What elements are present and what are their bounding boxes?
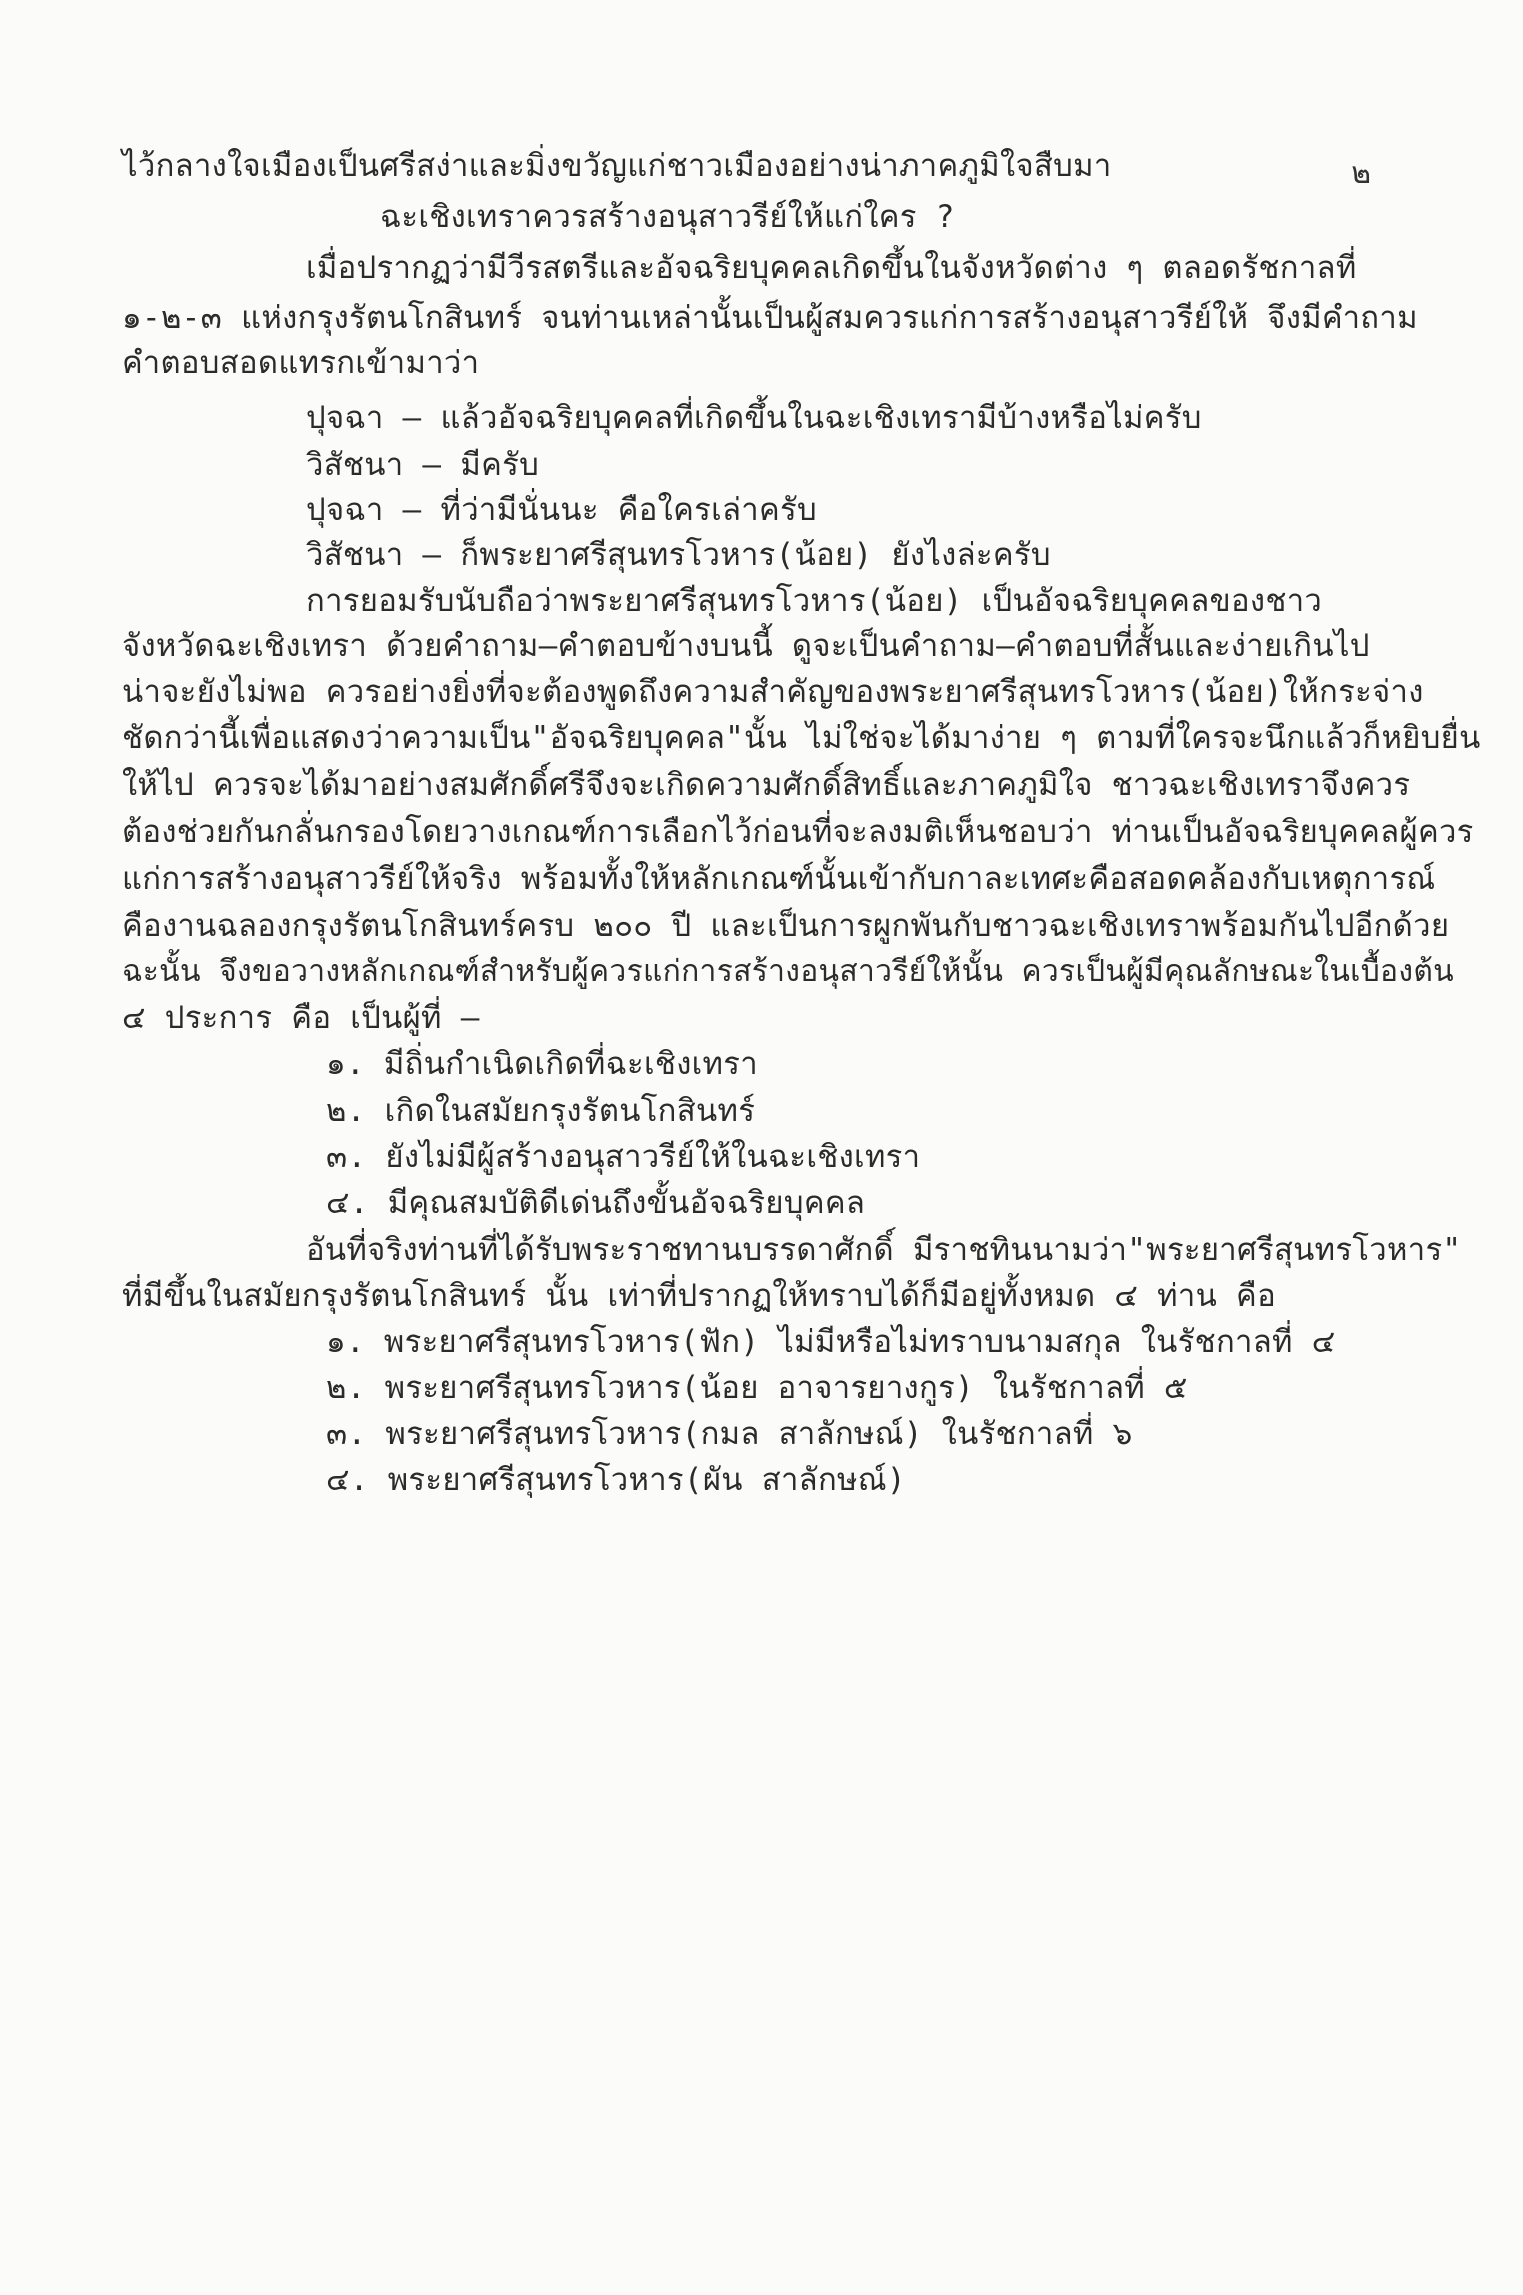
text-line: ๔ ประการ คือ เป็นผู้ที่ – (122, 1000, 480, 1036)
section-heading: ฉะเชิงเทราควรสร้างอนุสาวรีย์ให้แก่ใคร ? (380, 199, 955, 235)
text-line: ฉะนั้น จึงขอวางหลักเกณฑ์สำหรับผู้ควรแก่การสร้างอนุสาวรีย์ให้นั้น ควรเป็นผู้มีคุณลักษณะในเบื้องต้น (122, 954, 1454, 989)
list-item: ๔. พระยาศรีสุนทรโวหาร(ผัน สาลักษณ์) (326, 1462, 906, 1498)
list-item: ๓. พระยาศรีสุนทรโวหาร(กมล สาลักษณ์) ในรัชกาลที่ ๖ (326, 1416, 1133, 1452)
text-line: ต้องช่วยกันกลั่นกรองโดยวางเกณฑ์การเลือกไว้ก่อนที่จะลงมติเห็นชอบว่า ท่านเป็นอัจฉริยบุคคลผู้ควร (122, 814, 1474, 850)
text-line: คืองานฉลองกรุงรัตนโกสินทร์ครบ ๒๐๐ ปี และเป็นการผูกพันกับชาวฉะเชิงเทราพร้อมกันไปอีกด้วย (122, 908, 1450, 944)
text-line: การยอมรับนับถือว่าพระยาศรีสุนทรโวหาร(น้อย) เป็นอัจฉริยบุคคลของชาว (306, 583, 1323, 619)
criteria-item: ๒. เกิดในสมัยกรุงรัตนโกสินทร์ (326, 1093, 756, 1129)
text-line: ให้ไป ควรจะได้มาอย่างสมศักดิ์ศรีจึงจะเกิดความศักดิ์สิทธิ์และภาคภูมิใจ ชาวฉะเชิงเทราจึงควร (122, 767, 1411, 803)
criteria-item: ๓. ยังไม่มีผู้สร้างอนุสาวรีย์ให้ในฉะเชิงเทรา (326, 1139, 921, 1175)
criteria-item: ๑. มีถิ่นกำเนิดเกิดที่ฉะเชิงเทรา (326, 1046, 758, 1082)
qa-line: ปุจฉา – ที่ว่ามีนั่นนะ คือใครเล่าครับ (306, 492, 817, 528)
criteria-item: ๔. มีคุณสมบัติดีเด่นถึงขั้นอัจฉริยบุคคล (326, 1185, 866, 1221)
text-line: จังหวัดฉะเชิงเทรา ด้วยคำถาม–คำตอบข้างบนนี้ ดูจะเป็นคำถาม–คำตอบที่สั้นและง่ายเกินไป (122, 628, 1370, 664)
text-line: อันที่จริงท่านที่ได้รับพระราชทานบรรดาศักดิ์ มีราชทินนามว่า"พระยาศรีสุนทรโวหาร" (306, 1232, 1462, 1268)
text-line: คำตอบสอดแทรกเข้ามาว่า (122, 345, 480, 381)
text-line: แก่การสร้างอนุสาวรีย์ให้จริง พร้อมทั้งให้หลักเกณฑ์นั้นเข้ากับกาละเทศะคือสอดคล้องกับเหตุการณ์ (122, 861, 1436, 897)
text-line: เมื่อปรากฏว่ามีวีรสตรีและอัจฉริยบุคคลเกิดขึ้นในจังหวัดต่าง ๆ ตลอดรัชกาลที่ (306, 250, 1357, 286)
text-line: ชัดกว่านี้เพื่อแสดงว่าความเป็น"อัจฉริยบุคคล"นั้น ไม่ใช่จะได้มาง่าย ๆ ตามที่ใครจะนึกแล้วก็หยิบยื่น (122, 720, 1481, 756)
text-line: น่าจะยังไม่พอ ควรอย่างยิ่งที่จะต้องพูดถึงความสำคัญของพระยาศรีสุนทรโวหาร(น้อย)ให้กระจ่าง (122, 674, 1424, 710)
text-line: ไว้กลางใจเมืองเป็นศรีสง่าและมิ่งขวัญแก่ชาวเมืองอย่างน่าภาคภูมิใจสืบมา (122, 148, 1112, 184)
list-item: ๒. พระยาศรีสุนทรโวหาร(น้อย อาจารยางกูร) ในรัชกาลที่ ๕ (326, 1370, 1188, 1406)
qa-line: วิสัชนา – ก็พระยาศรีสุนทรโวหาร(น้อย) ยังไงล่ะครับ (306, 537, 1051, 573)
text-line: ๑-๒-๓ แห่งกรุงรัตนโกสินทร์ จนท่านเหล่านั้นเป็นผู้สมควรแก่การสร้างอนุสาวรีย์ให้ จึงมีคำถาม (122, 300, 1418, 336)
qa-line: วิสัชนา – มีครับ (306, 447, 540, 483)
page-number: ๒ (1351, 156, 1371, 191)
text-line: ที่มีขึ้นในสมัยกรุงรัตนโกสินทร์ นั้น เท่าที่ปรากฏให้ทราบได้ก็มีอยู่ทั้งหมด ๔ ท่าน คือ (122, 1278, 1277, 1314)
list-item: ๑. พระยาศรีสุนทรโวหาร(ฟัก) ไม่มีหรือไม่ทราบนามสกุล ในรัชกาลที่ ๔ (326, 1324, 1336, 1360)
qa-line: ปุจฉา – แล้วอัจฉริยบุคคลที่เกิดขึ้นในฉะเชิงเทรามีบ้างหรือไม่ครับ (306, 400, 1202, 436)
